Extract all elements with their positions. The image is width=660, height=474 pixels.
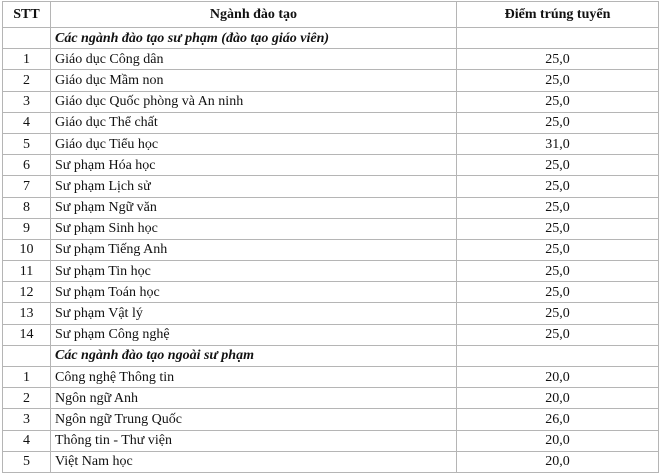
cell-stt: 7 [3, 176, 51, 197]
cell-stt: 6 [3, 155, 51, 176]
table-row [3, 451, 659, 472]
section-empty-cell [457, 28, 659, 49]
cell-score: 25,0 [457, 49, 659, 70]
cell-score: 25,0 [457, 303, 659, 324]
cell-stt: 14 [3, 324, 51, 345]
cell-program: Ngôn ngữ Trung Quốc [51, 409, 457, 430]
cell-stt: 3 [3, 91, 51, 112]
cell-stt: 3 [3, 409, 51, 430]
cell-program: Thông tin - Thư viện [51, 430, 457, 451]
cell-stt: 5 [3, 133, 51, 154]
header-program: Ngành đào tạo [51, 2, 457, 28]
cell-program: Sư phạm Sinh học [51, 218, 457, 239]
cell-score: 25,0 [457, 218, 659, 239]
table-row [3, 197, 659, 218]
admission-scores-table [2, 1, 659, 473]
cell-score: 20,0 [457, 388, 659, 409]
cell-program: Giáo dục Tiểu học [51, 133, 457, 154]
cell-score: 25,0 [457, 70, 659, 91]
cell-score: 25,0 [457, 324, 659, 345]
cell-stt: 4 [3, 430, 51, 451]
table-body [3, 28, 659, 473]
table-row [3, 239, 659, 260]
header-stt: STT [3, 2, 51, 28]
cell-stt: 1 [3, 49, 51, 70]
cell-score: 20,0 [457, 451, 659, 472]
cell-program: Việt Nam học [51, 451, 457, 472]
cell-stt: 5 [3, 451, 51, 472]
cell-program: Sư phạm Hóa học [51, 155, 457, 176]
cell-stt: 2 [3, 388, 51, 409]
table-row [3, 155, 659, 176]
table-row [3, 261, 659, 282]
cell-program: Công nghệ Thông tin [51, 367, 457, 388]
table-row [3, 49, 659, 70]
table-row [3, 388, 659, 409]
cell-program: Sư phạm Vật lý [51, 303, 457, 324]
cell-stt: 11 [3, 261, 51, 282]
table-row [3, 133, 659, 154]
cell-score: 20,0 [457, 367, 659, 388]
section-header-row [3, 28, 659, 49]
cell-stt: 10 [3, 239, 51, 260]
table-row [3, 324, 659, 345]
table-row [3, 176, 659, 197]
table-row [3, 91, 659, 112]
cell-score: 25,0 [457, 239, 659, 260]
cell-program: Sư phạm Tin học [51, 261, 457, 282]
cell-score: 31,0 [457, 133, 659, 154]
section-empty-cell [3, 345, 51, 366]
cell-score: 25,0 [457, 155, 659, 176]
cell-stt: 12 [3, 282, 51, 303]
cell-program: Ngôn ngữ Anh [51, 388, 457, 409]
table-row [3, 409, 659, 430]
table-header-row [3, 2, 659, 28]
cell-program: Giáo dục Công dân [51, 49, 457, 70]
cell-program: Sư phạm Lịch sử [51, 176, 457, 197]
cell-stt: 2 [3, 70, 51, 91]
cell-stt: 9 [3, 218, 51, 239]
cell-stt: 4 [3, 112, 51, 133]
cell-stt: 13 [3, 303, 51, 324]
table-row [3, 282, 659, 303]
table-row [3, 70, 659, 91]
cell-program: Giáo dục Thể chất [51, 112, 457, 133]
table-row [3, 112, 659, 133]
cell-score: 25,0 [457, 261, 659, 282]
table-row [3, 430, 659, 451]
cell-program: Sư phạm Toán học [51, 282, 457, 303]
cell-score: 25,0 [457, 176, 659, 197]
section-title: Các ngành đào tạo ngoài sư phạm [51, 345, 457, 366]
cell-program: Giáo dục Quốc phòng và An ninh [51, 91, 457, 112]
cell-program: Sư phạm Công nghệ [51, 324, 457, 345]
cell-program: Sư phạm Tiếng Anh [51, 239, 457, 260]
cell-stt: 1 [3, 367, 51, 388]
table-row [3, 303, 659, 324]
section-title: Các ngành đào tạo sư phạm (đào tạo giáo viên) [51, 28, 457, 49]
table-row [3, 218, 659, 239]
cell-score: 25,0 [457, 282, 659, 303]
header-score: Điểm trúng tuyển [457, 2, 659, 28]
section-empty-cell [3, 28, 51, 49]
cell-stt: 8 [3, 197, 51, 218]
cell-score: 25,0 [457, 112, 659, 133]
cell-score: 20,0 [457, 430, 659, 451]
cell-score: 25,0 [457, 197, 659, 218]
cell-program: Sư phạm Ngữ văn [51, 197, 457, 218]
cell-score: 25,0 [457, 91, 659, 112]
cell-program: Giáo dục Mầm non [51, 70, 457, 91]
section-header-row [3, 345, 659, 366]
section-empty-cell [457, 345, 659, 366]
cell-score: 26,0 [457, 409, 659, 430]
table-row [3, 367, 659, 388]
